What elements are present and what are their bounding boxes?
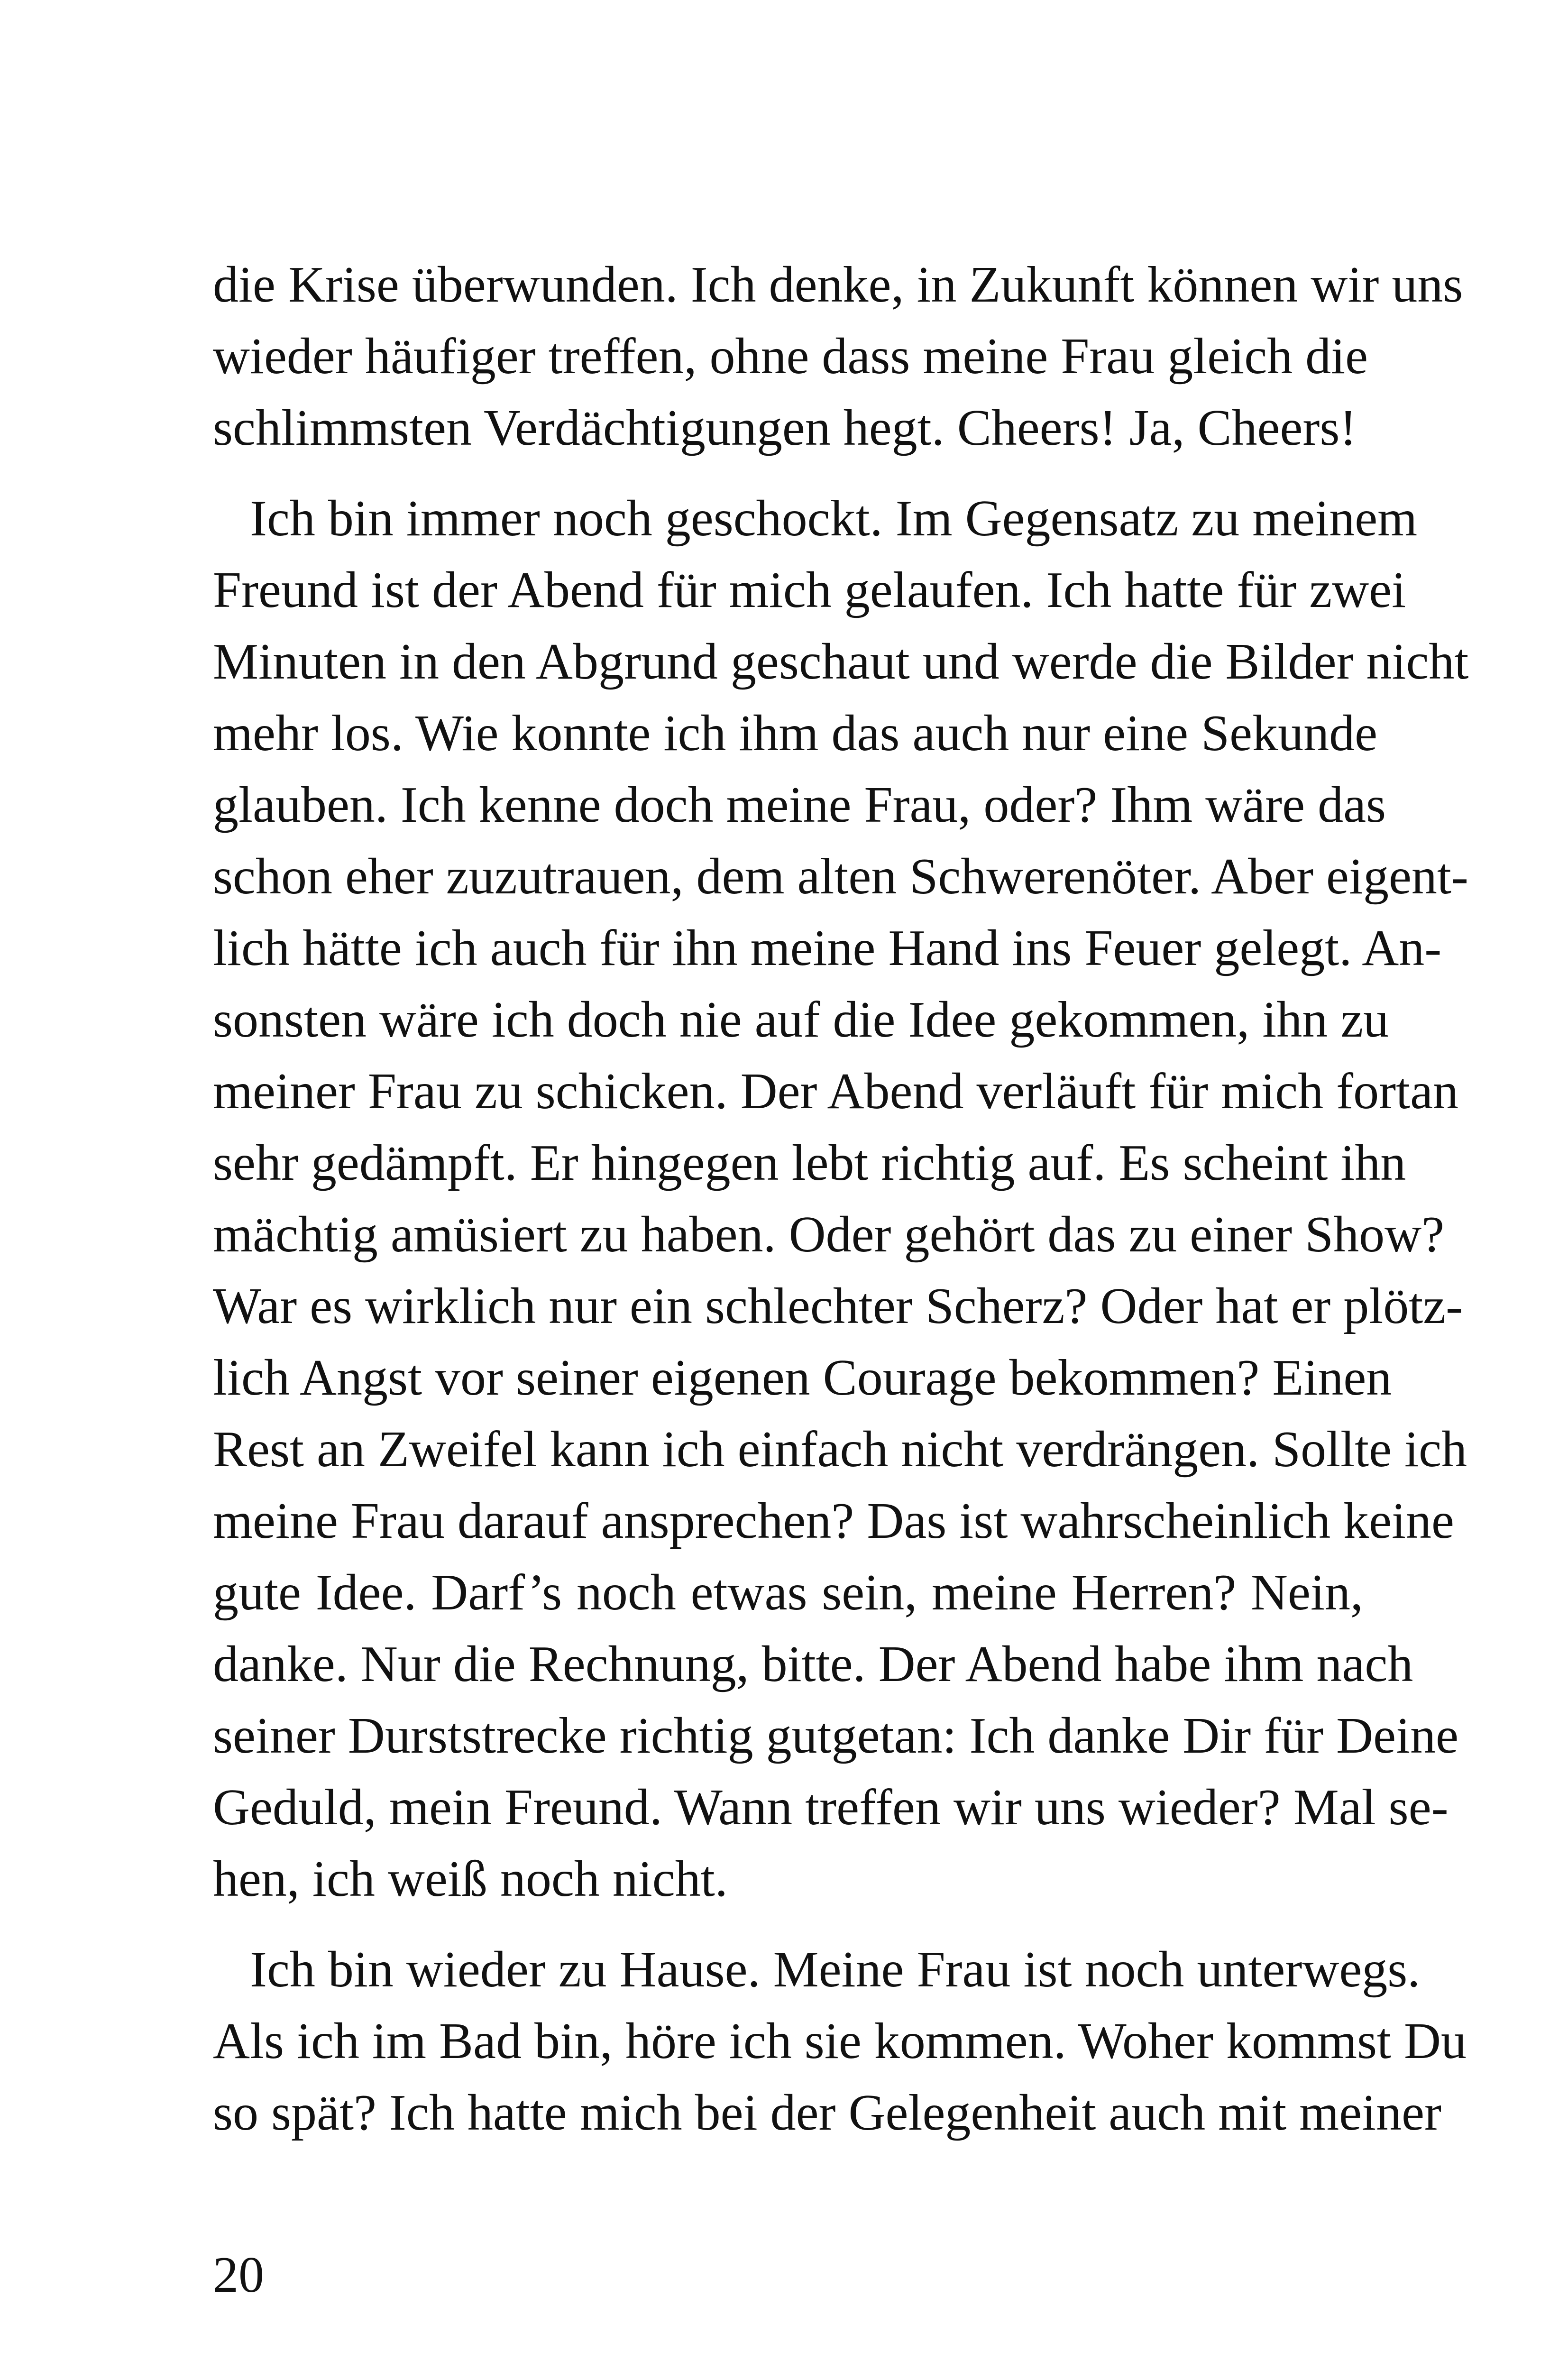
text-line: lich hätte ich auch für ihn meine Hand ins Feuer gelegt. An-: [213, 920, 1442, 976]
text-line: Als ich im Bad bin, höre ich sie kommen. Woher kommst Du: [213, 2013, 1467, 2069]
text-line: Ich bin immer noch geschockt. Im Gegensatz zu meinem: [250, 490, 1418, 547]
text-line: sonsten wäre ich doch nie auf die Idee gekommen, ihn zu: [213, 992, 1389, 1048]
paragraph: [213, 483, 1469, 1915]
text-line: glauben. Ich kenne doch meine Frau, oder? Ihm wäre das: [213, 777, 1386, 833]
text-line: meine Frau darauf ansprechen? Das ist wahrscheinlich keine: [213, 1493, 1454, 1549]
text-line: danke. Nur die Rechnung, bitte. Der Abend habe ihm nach: [213, 1636, 1413, 1692]
text-line: Freund ist der Abend für mich gelaufen. Ich hatte für zwei: [213, 562, 1406, 618]
text-line: War es wirklich nur ein schlechter Scherz? Oder hat er plötz-: [213, 1278, 1463, 1334]
text-line: mächtig amüsiert zu haben. Oder gehört das zu einer Show?: [213, 1206, 1445, 1263]
text-line: Rest an Zweifel kann ich einfach nicht verdrängen. Sollte ich: [213, 1421, 1467, 1478]
text-line: hen, ich weiß noch nicht.: [213, 1851, 728, 1907]
text-line: sehr gedämpft. Er hingegen lebt richtig auf. Es scheint ihn: [213, 1135, 1406, 1191]
text-line: Geduld, mein Freund. Wann treffen wir uns wieder? Mal se-: [213, 1779, 1449, 1836]
text-line: die Krise überwunden. Ich denke, in Zukunft können wir uns: [213, 257, 1463, 313]
text-line: Ich bin wieder zu Hause. Meine Frau ist noch unterwegs.: [250, 1941, 1421, 1998]
text-line: schlimmsten Verdächtigungen hegt. Cheers! Ja, Cheers!: [213, 400, 1357, 456]
text-line: mehr los. Wie konnte ich ihm das auch nur eine Sekunde: [213, 705, 1378, 762]
page-number: 20: [213, 2247, 264, 2303]
paragraph: [213, 1934, 1467, 2149]
text-line: lich Angst vor seiner eigenen Courage bekommen? Einen: [213, 1350, 1392, 1406]
text-line: gute Idee. Darf’s noch etwas sein, meine Herren? Nein,: [213, 1564, 1363, 1621]
text-line: wieder häufiger treffen, ohne dass meine Frau gleich die: [213, 328, 1368, 385]
text-line: meiner Frau zu schicken. Der Abend verläuft für mich fortan: [213, 1063, 1459, 1120]
text-line: schon eher zuzutrauen, dem alten Schwerenöter. Aber eigent-: [213, 848, 1468, 905]
paragraph: [213, 249, 1463, 464]
text-line: Minuten in den Abgrund geschaut und werde die Bilder nicht: [213, 634, 1469, 690]
text-line: so spät? Ich hatte mich bei der Gelegenheit auch mit meiner: [213, 2085, 1441, 2141]
body-text: [213, 249, 1469, 2168]
text-line: seiner Durststrecke richtig gutgetan: Ich danke Dir für Deine: [213, 1708, 1459, 1764]
